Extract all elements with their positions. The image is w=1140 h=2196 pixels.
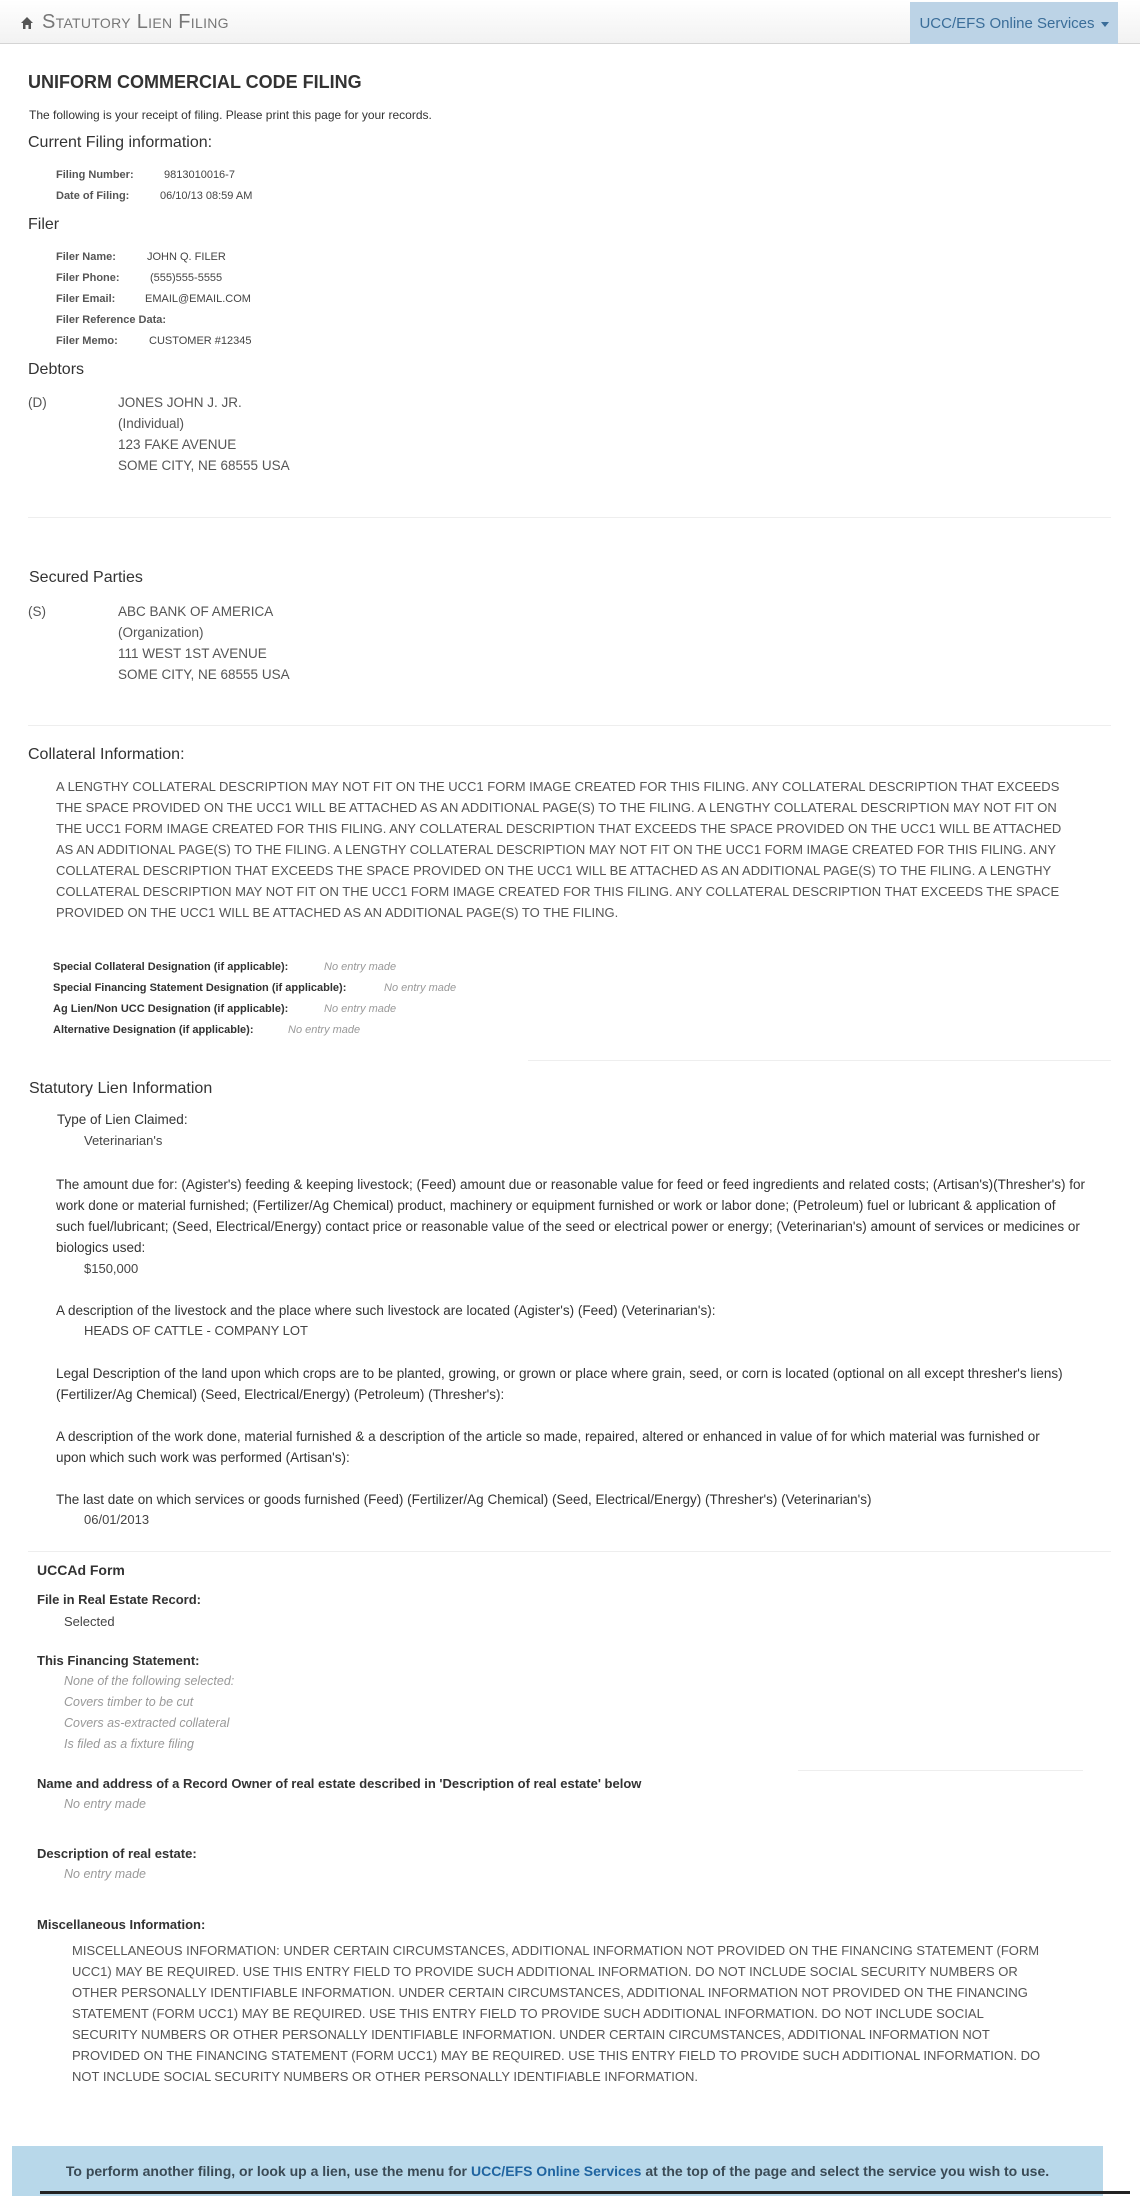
secured-line: ABC BANK OF AMERICA [118, 604, 274, 619]
debtor-line: JONES JOHN J. JR. [118, 395, 242, 410]
debtor-line: (Individual) [118, 416, 185, 431]
amount-value: $150,000 [84, 1261, 139, 1276]
debtor-code: (D) [28, 395, 47, 410]
record-owner-label: Name and address of a Record Owner of real estate described in 'Description of real estate' below [37, 1776, 642, 1791]
caret-down-icon [1101, 22, 1109, 27]
financing-option: Covers timber to be cut [64, 1695, 194, 1709]
filer-heading: Filer [28, 216, 60, 233]
real-estate-record-value: Selected [64, 1614, 115, 1629]
secured-parties-heading: Secured Parties [29, 569, 143, 586]
designation-label: Special Financing Statement Designation (if applicable): [53, 982, 347, 994]
designation-value: No entry made [384, 982, 457, 994]
filer-reference-label: Filer Reference Data: [56, 314, 167, 326]
lien-type-value: Veterinarian's [84, 1133, 163, 1148]
collateral-description: A LENGTHY COLLATERAL DESCRIPTION MAY NOT FIT ON THE UCC1 FORM IMAGE CREATED FOR THIS FILING. ANY COLLATERAL DESCRIPTION THAT EXCEEDS THE SPACE PROVIDED ON THE UCC1 WILL BE ATTACHED AS AN ADDITIONAL PAGE(S) TO THE FILING. A LENGTHY COLLATERAL DESCRIPTION MAY NOT FIT ON THE UCC1 FORM IMAGE CREATED FOR THIS FILING. ANY COLLATERAL DESCRIPTION THAT EXCEEDS THE SPACE PROVIDED ON THE UCC1 WILL BE ATTACHED AS AN ADDITIONAL PAGE(S) TO THE FILING. A LENGTHY COLLATERAL DESCRIPTION MAY NOT FIT ON THE UCC1 FORM IMAGE CREATED FOR THIS FILING. ANY COLLATERAL DESCRIPTION THAT EXCEEDS THE SPACE PROVIDED ON THE UCC1 WILL BE ATTACHED AS AN ADDITIONAL PAGE(S) TO THE FILING. A LENGTHY COLLATERAL DESCRIPTION MAY NOT FIT ON THE UCC1 FORM IMAGE CREATED FOR THIS FILING. ANY COLLATERAL DESCRIPTION THAT EXCEEDS THE SPACE PROVIDED ON THE UCC1 WILL BE ATTACHED AS AN ADDITIONAL PAGE(S) TO THE FILING. [56, 779, 1062, 920]
page-title: UNIFORM COMMERCIAL CODE FILING [28, 72, 362, 92]
misc-info-text: MISCELLANEOUS INFORMATION: UNDER CERTAIN CIRCUMSTANCES, ADDITIONAL INFORMATION NOT PROVIDED ON THE FINANCING STATEMENT (FORM UCC1) MAY BE REQUIRED. USE THIS ENTRY FIELD TO PROVIDE SUCH ADDITIONAL INFORMATION. DO NOT INCLUDE SOCIAL SECURITY NUMBERS OR OTHER PERSONALLY IDENTIFIABLE INFORMATION. UNDER CERTAIN CIRCUMSTANCES, ADDITIONAL INFORMATION NOT PROVIDED ON THE FINANCING STATEMENT (FORM UCC1) MAY BE REQUIRED. USE THIS ENTRY FIELD TO PROVIDE SUCH ADDITIONAL INFORMATION. DO NOT INCLUDE SOCIAL SECURITY NUMBERS OR OTHER PERSONALLY IDENTIFIABLE INFORMATION. UNDER CERTAIN CIRCUMSTANCES, ADDITIONAL INFORMATION NOT PROVIDED ON THE FINANCING STATEMENT (FORM UCC1) MAY BE REQUIRED. USE THIS ENTRY FIELD TO PROVIDE SUCH ADDITIONAL INFORMATION. DO NOT INCLUDE SOCIAL SECURITY NUMBERS OR OTHER PERSONALLY IDENTIFIABLE INFORMATION. [72, 1943, 1041, 2084]
filer-memo-label: Filer Memo: [56, 335, 118, 347]
secured-line: 111 WEST 1ST AVENUE [118, 646, 267, 661]
ucc-efs-services-menu[interactable] [910, 2, 1118, 44]
real-estate-description-value: No entry made [64, 1867, 146, 1881]
ucc-efs-services-link[interactable]: UCC/EFS Online Services [470, 2163, 642, 2179]
filing-number-value: 9813010016-7 [164, 169, 235, 181]
secured-line: SOME CITY, NE 68555 USA [118, 667, 290, 682]
divider [28, 1551, 1111, 1552]
financing-option: Covers as-extracted collateral [64, 1716, 230, 1730]
bottom-border [40, 2191, 1130, 2194]
filer-phone-value: (555)555-5555 [150, 272, 223, 284]
menu-label: UCC/EFS Online Services [919, 14, 1095, 32]
livestock-question: A description of the livestock and the place where such livestock are located (Agister's) (Feed) (Veterinarian's): [56, 1303, 716, 1318]
brand-text: Statutory Lien Filing [42, 11, 229, 33]
brand-link[interactable] [20, 11, 229, 34]
filer-phone-label: Filer Phone: [56, 272, 120, 284]
record-owner-value: No entry made [64, 1797, 146, 1811]
financing-option: Is filed as a fixture filing [64, 1737, 194, 1751]
collateral-heading: Collateral Information: [28, 746, 185, 763]
divider [28, 725, 1111, 726]
filer-name-label: Filer Name: [56, 251, 116, 263]
footer-text-before: To perform another filing, or look up a lien, use the menu for [65, 2163, 467, 2179]
footer-notice [12, 2146, 1103, 2196]
secured-line: (Organization) [118, 625, 204, 640]
work-description-question: A description of the work done, material furnished & a description of the article so made, repaired, altered or enhanced in value of for which material was furnished or upon which such work was performed (Artisan's): [56, 1429, 1040, 1465]
home-icon [20, 16, 34, 30]
filer-name-value: JOHN Q. FILER [147, 251, 226, 263]
filing-number-label: Filing Number: [56, 169, 134, 181]
debtors-heading: Debtors [28, 361, 85, 378]
misc-info-label: Miscellaneous Information: [37, 1917, 206, 1932]
real-estate-record-label: File in Real Estate Record: [37, 1592, 201, 1607]
livestock-value: HEADS OF CATTLE - COMPANY LOT [84, 1323, 308, 1338]
filer-email-label: Filer Email: [56, 293, 116, 305]
designation-label: Alternative Designation (if applicable): [53, 1024, 254, 1036]
divider [798, 1770, 1083, 1771]
filing-date-value: 06/10/13 08:59 AM [160, 190, 253, 202]
lien-heading: Statutory Lien Information [29, 1080, 213, 1097]
legal-description-question: Legal Description of the land upon which crops are to be planted, growing, or grown or place where grain, seed, or corn is located (optional on all except thresher's liens) (Fertilizer/Ag Chemical) (Seed, Electrical/Energy) (Petroleum) (Thresher's): [56, 1366, 1063, 1402]
lien-type-label: Type of Lien Claimed: [57, 1112, 188, 1127]
financing-option: None of the following selected: [64, 1674, 235, 1688]
debtor-line: SOME CITY, NE 68555 USA [118, 458, 290, 473]
filer-email-value: EMAIL@EMAIL.COM [145, 293, 251, 305]
last-date-value: 06/01/2013 [84, 1512, 150, 1527]
designation-value: No entry made [324, 1003, 397, 1015]
financing-statement-label: This Financing Statement: [37, 1653, 200, 1668]
designation-value: No entry made [288, 1024, 361, 1036]
designation-value: No entry made [324, 961, 397, 973]
filer-memo-value: CUSTOMER #12345 [149, 335, 252, 347]
designation-label: Ag Lien/Non UCC Designation (if applicable): [53, 1003, 289, 1015]
uccad-heading: UCCAd Form [37, 1562, 125, 1578]
footer-text-after: at the top of the page and select the service you wish to use. [645, 2163, 1050, 2179]
real-estate-description-label: Description of real estate: [37, 1846, 197, 1861]
filing-date-label: Date of Filing: [56, 190, 130, 202]
receipt-note: The following is your receipt of filing. Please print this page for your records. [29, 108, 432, 122]
designation-label: Special Collateral Designation (if applicable): [53, 961, 289, 973]
current-filing-heading: Current Filing information: [28, 134, 213, 151]
secured-code: (S) [28, 604, 46, 619]
amount-question: The amount due for: (Agister's) feeding & keeping livestock; (Feed) amount due or reasonable value for feed or feed ingredients and related costs; (Artisan's)(Thresher's) for work done or material furnished; (Fertilizer/Ag Chemical) product, machinery or equipment furnished or work or labor done; (Petroleum) fuel or lubricant & application of such fuel/lubricant; (Seed, Electrical/Energy) contact price or reasonable value of the seed or electrical power or energy; (Veterinarian's) amount of services or medicines or biologics used: [56, 1177, 1086, 1255]
divider [28, 517, 1111, 518]
divider [528, 1060, 1111, 1061]
top-navbar [0, 0, 1140, 44]
debtor-line: 123 FAKE AVENUE [118, 437, 237, 452]
last-date-question: The last date on which services or goods furnished (Feed) (Fertilizer/Ag Chemical) (Seed, Electrical/Energy) (Thresher's) (Veterinarian's) [56, 1492, 872, 1507]
